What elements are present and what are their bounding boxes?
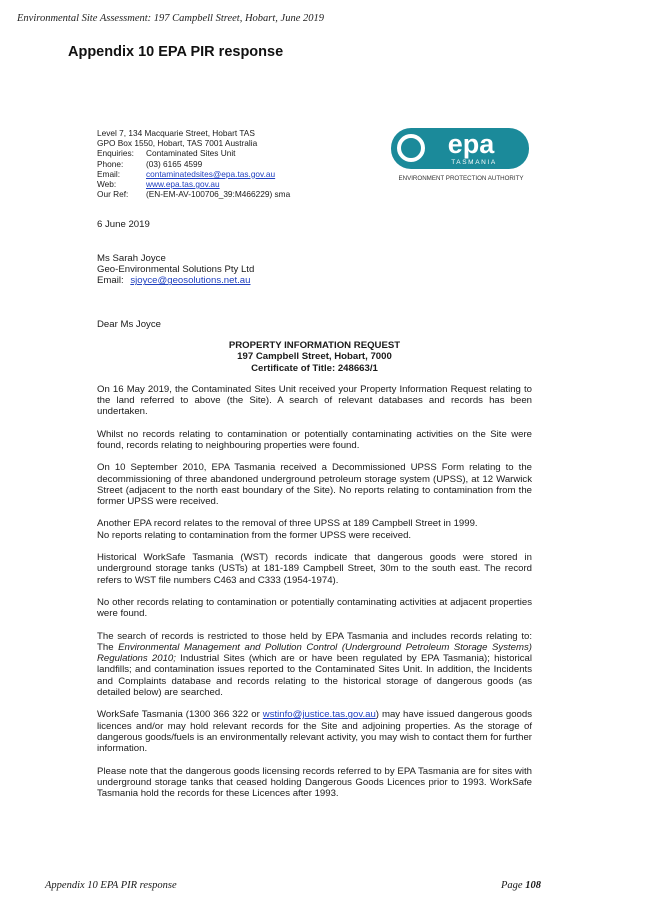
sender-value: Contaminated Sites Unit (146, 148, 236, 159)
sender-label: Web: (97, 179, 117, 190)
logo-wordmark: epa (447, 129, 495, 159)
subject-line-2: 197 Campbell Street, Hobart, 7000 (237, 351, 392, 363)
sender-email-link[interactable]: contaminatedsites@epa.tas.gov.au (146, 168, 276, 179)
running-header: Environmental Site Assessment: 197 Campbell Street, Hobart, June 2019 (17, 13, 324, 24)
paragraph-text: ) may have issued dangerous goods licences and/or may hold relevant records for the Site and adjoining properties. As the storage of dangerous goods/fuels is an environmentally relevant activity, you may wish to contact them for further information. (97, 709, 532, 755)
recipient-email-row (97, 275, 532, 286)
regulation-title: Environmental Management and Pollution Control (Underground Petroleum Storage Systems) Regulations 2010; (97, 641, 532, 665)
paragraph-text: WorkSafe Tasmania (1300 366 322 or (97, 709, 263, 721)
footer-page (501, 880, 541, 891)
page-title: Appendix 10 EPA PIR response (68, 44, 284, 60)
paragraph: On 10 September 2010, EPA Tasmania received a Decommissioned UPSS Form relating to the decommissioning of three abandoned underground petroleum storage system (UPSS), at 12 Warwick Street (adjacent to the north east boundary of the Site). No reports relating to contamination from the former UPSS were received. (97, 462, 532, 508)
recipient-name: Ms Sarah Joyce (97, 252, 166, 264)
sender-label: Phone: (97, 158, 124, 169)
page-label: Page (501, 880, 523, 891)
subject-line-1: PROPERTY INFORMATION REQUEST (228, 339, 401, 351)
sender-row-email (97, 169, 532, 179)
paragraph (97, 709, 532, 754)
sender-label: Enquiries: (97, 148, 134, 159)
footer-left: Appendix 10 EPA PIR response (45, 880, 177, 891)
sender-address-line-2: GPO Box 1550, Hobart, TAS 7001 Australia (97, 138, 258, 149)
logo-state: TASMANIA (451, 159, 497, 166)
paragraph: On 16 May 2019, the Contaminated Sites Unit received your Property Information Request relating to the land referred to above (the Site). A search of relevant databases and records has been undertaken. (97, 383, 532, 418)
paragraph: Historical WorkSafe Tasmania (WST) records indicate that dangerous goods were stored in underground storage tanks (USTs) at 181-189 Campbell Street, 30m to the south east. The record refers to WST file numbers C463 and C333 (1954-1974). (97, 552, 532, 586)
paragraph (97, 518, 532, 541)
recipient-company: Geo-Environmental Solutions Pty Ltd (97, 264, 255, 276)
letter-body (97, 128, 532, 810)
sender-row-phone (97, 159, 532, 169)
sender-value: (EN-EM-AV-100706_39:M466229) sma (146, 189, 291, 200)
recipient-email-link[interactable]: sjoyce@geosolutions.net.au (130, 275, 251, 287)
logo-tagline: ENVIRONMENT PROTECTION AUTHORITY (398, 175, 524, 182)
paragraph: Please note that the dangerous goods licensing records referred to by EPA Tasmania are for sites with underground storage tanks that ceased holding Dangerous Goods Licences prior to 1993. WorkSafe Tasmania hold the records for these Licences after 1993. (97, 765, 532, 800)
salutation: Dear Ms Joyce (97, 318, 161, 330)
sender-label: Email: (97, 168, 121, 179)
sender-row-enquiries (97, 148, 532, 158)
letter-date: 6 June 2019 (97, 219, 150, 231)
sender-value: (03) 6165 4599 (146, 158, 203, 169)
paragraph: No other records relating to contamination or potentially contaminating activities at adjacent properties were found. (97, 596, 532, 620)
sender-address-block (97, 128, 532, 199)
paragraph: Whilst no records relating to contamination or potentially contaminating activities on the Site were found, records relating to neighbouring properties were found. (97, 428, 532, 451)
paragraph-text: Industrial Sites (which are or have been regulated by EPA Tasmania); historical landfills; and contamination issues reported to the Contaminated Sites Unit. In addition, the Incidents and Complaints database and records relating to the historical storage of dangerous goods (as detailed below) are searched. (97, 653, 533, 699)
sender-web-link[interactable]: www.epa.tas.gov.au (146, 179, 220, 190)
sender-row-ref (97, 189, 532, 199)
subject-line-3: Certificate of Title: 248663/1 (251, 362, 378, 374)
paragraph-line: No reports relating to contamination from the former UPSS were received. (97, 529, 412, 541)
paragraph-text: The search of records is restricted to those held by EPA Tasmania and includes records relating to: The (97, 630, 532, 653)
recipient-email-label: Email: (97, 275, 124, 287)
sender-row-web (97, 179, 532, 189)
sender-label: Our Ref: (97, 189, 129, 200)
paragraph-line: Another EPA record relates to the removal of three UPSS at 189 Campbell Street in 1999. (97, 518, 478, 530)
sender-address-line-1: Level 7, 134 Macquarie Street, Hobart TAS (97, 128, 255, 138)
worksafe-email-link[interactable]: wstinfo@justice.tas.gov.au (262, 709, 376, 721)
paragraph (97, 631, 532, 699)
page-number: 108 (525, 880, 541, 891)
